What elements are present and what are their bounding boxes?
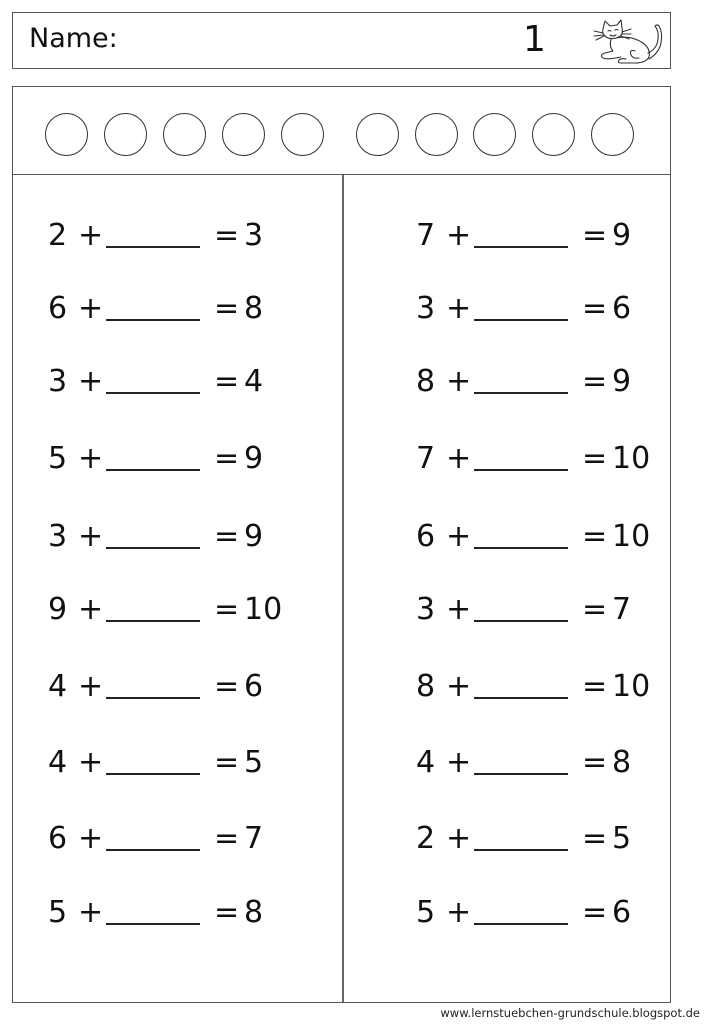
answer-blank[interactable] [474, 547, 568, 549]
equals-sign: = [214, 364, 240, 399]
sum: 10 [244, 592, 283, 627]
plus-sign: + [446, 364, 472, 399]
addend: 5 [48, 441, 68, 476]
answer-blank[interactable] [474, 773, 568, 775]
addend: 7 [416, 218, 436, 253]
plus-sign: + [78, 895, 104, 930]
equals-sign: = [582, 291, 608, 326]
equals-sign: = [214, 895, 240, 930]
addend: 7 [416, 441, 436, 476]
equals-sign: = [582, 669, 608, 704]
addend: 8 [416, 669, 436, 704]
equals-sign: = [214, 291, 240, 326]
plus-sign: + [78, 519, 104, 554]
counting-circle [532, 113, 575, 156]
sum: 9 [612, 218, 632, 253]
sheet-number: 1 [523, 19, 546, 60]
equals-sign: = [582, 895, 608, 930]
addend: 5 [48, 895, 68, 930]
equals-sign: = [582, 592, 608, 627]
plus-sign: + [78, 669, 104, 704]
worksheet-box [12, 86, 671, 1003]
cat-icon [591, 17, 677, 67]
answer-blank[interactable] [474, 849, 568, 851]
answer-blank[interactable] [106, 620, 200, 622]
counting-circle [222, 113, 265, 156]
sum: 10 [612, 441, 651, 476]
addend: 3 [416, 592, 436, 627]
plus-sign: + [446, 519, 472, 554]
sum: 9 [612, 364, 632, 399]
addend: 6 [48, 821, 68, 856]
plus-sign: + [78, 745, 104, 780]
addend: 6 [48, 291, 68, 326]
sum: 9 [244, 519, 264, 554]
plus-sign: + [446, 821, 472, 856]
answer-blank[interactable] [474, 923, 568, 925]
plus-sign: + [446, 218, 472, 253]
addend: 8 [416, 364, 436, 399]
sum: 5 [612, 821, 632, 856]
addend: 3 [48, 364, 68, 399]
sum: 10 [612, 519, 651, 554]
answer-blank[interactable] [106, 773, 200, 775]
header-box [12, 12, 671, 69]
counting-circle [104, 113, 147, 156]
answer-blank[interactable] [106, 392, 200, 394]
answer-blank[interactable] [106, 319, 200, 321]
counting-circle [281, 113, 324, 156]
equals-sign: = [582, 441, 608, 476]
counting-circle [591, 113, 634, 156]
equals-sign: = [214, 745, 240, 780]
answer-blank[interactable] [474, 697, 568, 699]
answer-blank[interactable] [106, 923, 200, 925]
answer-blank[interactable] [474, 620, 568, 622]
counting-circles-band [13, 87, 670, 175]
addend: 4 [48, 745, 68, 780]
equals-sign: = [214, 821, 240, 856]
sum: 3 [244, 218, 264, 253]
plus-sign: + [446, 895, 472, 930]
sum: 10 [612, 669, 651, 704]
equals-sign: = [582, 218, 608, 253]
equals-sign: = [214, 441, 240, 476]
sum: 9 [244, 441, 264, 476]
sum: 4 [244, 364, 264, 399]
sum: 8 [244, 291, 264, 326]
counting-circle [473, 113, 516, 156]
addend: 5 [416, 895, 436, 930]
counting-circle [163, 113, 206, 156]
answer-blank[interactable] [106, 246, 200, 248]
answer-blank[interactable] [474, 319, 568, 321]
plus-sign: + [78, 441, 104, 476]
addend: 2 [416, 821, 436, 856]
sum: 6 [244, 669, 264, 704]
equals-sign: = [214, 592, 240, 627]
addend: 2 [48, 218, 68, 253]
counting-circle [45, 113, 88, 156]
addend: 6 [416, 519, 436, 554]
sum: 6 [612, 291, 632, 326]
answer-blank[interactable] [106, 697, 200, 699]
sum: 7 [612, 592, 632, 627]
counting-circle [356, 113, 399, 156]
column-divider [342, 175, 344, 1002]
equals-sign: = [214, 519, 240, 554]
answer-blank[interactable] [474, 392, 568, 394]
footer-url: www.lernstuebchen-grundschule.blogspot.de [440, 1006, 700, 1020]
plus-sign: + [78, 821, 104, 856]
name-label: Name: [29, 23, 118, 54]
plus-sign: + [446, 669, 472, 704]
sum: 7 [244, 821, 264, 856]
plus-sign: + [78, 218, 104, 253]
addend: 3 [416, 291, 436, 326]
answer-blank[interactable] [106, 469, 200, 471]
plus-sign: + [446, 441, 472, 476]
equals-sign: = [582, 821, 608, 856]
addend: 4 [48, 669, 68, 704]
plus-sign: + [446, 291, 472, 326]
sum: 6 [612, 895, 632, 930]
plus-sign: + [78, 592, 104, 627]
equals-sign: = [582, 745, 608, 780]
counting-circle [415, 113, 458, 156]
answer-blank[interactable] [474, 246, 568, 248]
equals-sign: = [214, 669, 240, 704]
addend: 4 [416, 745, 436, 780]
sum: 8 [612, 745, 632, 780]
plus-sign: + [78, 364, 104, 399]
equals-sign: = [582, 364, 608, 399]
equals-sign: = [582, 519, 608, 554]
answer-blank[interactable] [474, 469, 568, 471]
addend: 9 [48, 592, 68, 627]
sum: 8 [244, 895, 264, 930]
answer-blank[interactable] [106, 547, 200, 549]
plus-sign: + [446, 745, 472, 780]
plus-sign: + [78, 291, 104, 326]
equals-sign: = [214, 218, 240, 253]
sum: 5 [244, 745, 264, 780]
answer-blank[interactable] [106, 849, 200, 851]
addend: 3 [48, 519, 68, 554]
plus-sign: + [446, 592, 472, 627]
